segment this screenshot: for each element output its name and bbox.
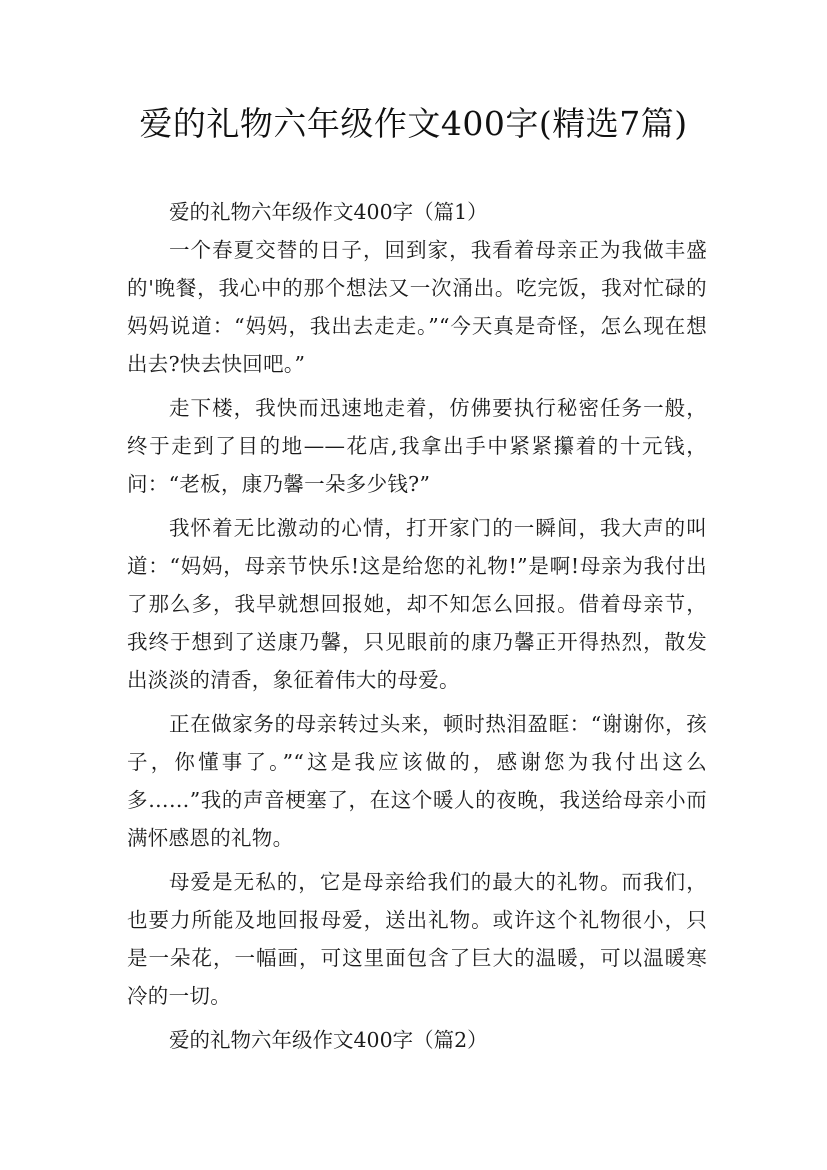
essay-section-2	[127, 1021, 707, 1059]
section-heading: 爱的礼物六年级作文400字（篇1）	[169, 200, 488, 224]
essay-section-1	[127, 193, 707, 1015]
section-heading: 爱的礼物六年级作文400字（篇2）	[169, 1028, 488, 1052]
paragraph: 母爱是无私的，它是母亲给我们的最大的礼物。而我们，也要力所能及地回报母爱，送出礼物。或许这个礼物很小，只是一朵花，一幅画，可这里面包含了巨大的温暖，可以温暖寒冷的一切。	[127, 870, 707, 1008]
paragraph: 正在做家务的母亲转过头来，顿时热泪盈眶：“谢谢你，孩子，你懂事了。”“这是我应该做的，感谢您为我付出这么多……”我的声音梗塞了，在这个暖人的夜晚，我送给母亲小而满怀感恩的礼物。	[127, 712, 707, 850]
paragraph: 我怀着无比激动的心情，打开家门的一瞬间，我大声的叫道：“妈妈，母亲节快乐!这是给您的礼物!”是啊!母亲为我付出了那么多，我早就想回报她，却不知怎么回报。借着母亲节，我终于想到了送康乃馨，只见眼前的康乃馨正开得热烈，散发出淡淡的清香，象征着伟大的母爱。	[127, 516, 707, 692]
document-title: 爱的礼物六年级作文400字(精选7篇)	[139, 104, 688, 143]
document-body	[127, 193, 707, 1059]
paragraph: 走下楼，我快而迅速地走着，仿佛要执行秘密任务一般，终于走到了目的地——花店,我拿出手中紧紧攥着的十元钱，问：“老板，康乃馨一朵多少钱?”	[127, 396, 707, 496]
paragraph: 一个春夏交替的日子，回到家，我看着母亲正为我做丰盛的'晚餐，我心中的那个想法又一次涌出。吃完饭，我对忙碌的妈妈说道：“妈妈，我出去走走。”“今天真是奇怪，怎么现在想出去?快去快回吧。”	[127, 238, 707, 376]
